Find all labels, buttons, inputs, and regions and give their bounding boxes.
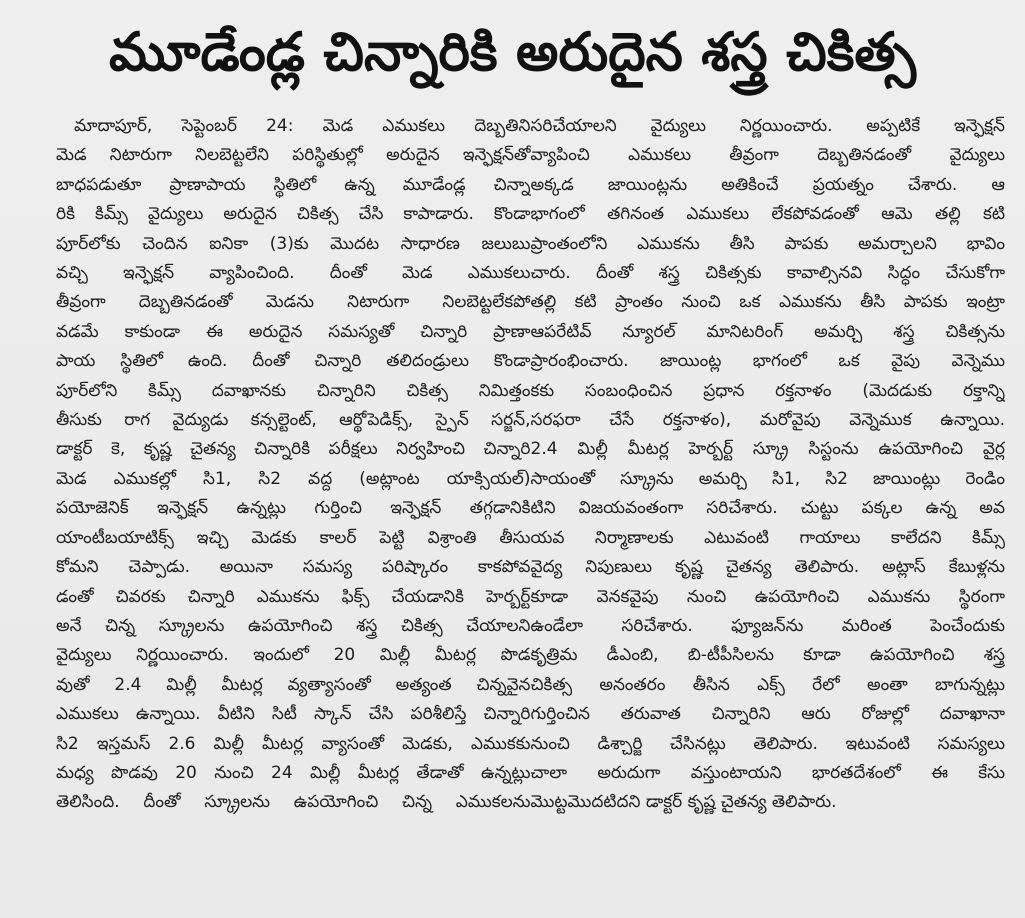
article-body <box>14 112 1011 818</box>
article-line: సరిచేయాలని వైద్యులు నిర్ణయించారు. అప్పటికే ఇన్ఫెక్షన్ <box>530 116 1005 136</box>
article-line: రికి కిమ్స్ వైద్యులు అరుదైన చికిత్స చేసి కాపాడారు. కొండా <box>56 204 531 225</box>
article-line: పయోజెనిక్ ఇన్ఫెక్షన్ ఉన్నట్లు గుర్తించి ఇన్ఫెక్షన్ తగ్గడానికి <box>56 498 531 519</box>
article-line: డాక్టర్ కె, కృష్ణ చైతన్య చిన్నారికి పరీక్షలు నిర్వహించి చిన్నారి <box>56 439 531 460</box>
article-line: ఆపరేటివ్ న్యూరల్ మానిటరింగ్ అమర్చి శస్త్ర చికిత్సను <box>530 321 1005 342</box>
article-line: వైద్యులు నిర్ణయించారు. ఇందులో 20 మిల్లీ మీటర్ల పొడ <box>56 645 531 666</box>
article-line: కోమని చెప్పాడు. అయినా సమస్య పరిష్కారం కాకపోవ <box>56 557 531 578</box>
article-line: సి2 ఇస్తమస్ 2.6 మిల్లీ మీటర్ల వ్యాసంతో మెడకు, ఎముకకు <box>56 733 531 754</box>
article-line: మెడ ఎముకల్లో సి1, సి2 వద్ద (అట్లాంట యాక్సియల్) <box>56 468 531 489</box>
article-line: గుర్తించిన తరువాత చిన్నారిని ఆరు రోజుల్లో దవాఖానా <box>530 704 1005 725</box>
article-column-left <box>56 112 531 818</box>
article-line: మొట్టమొదటిదని డాక్టర్ కృష్ణ చైతన్య తెలిపారు. <box>530 792 837 813</box>
article-line: తీవ్రంగా దెబ్బతినడంతో మెడను నిటారుగా నిలబెట్టలేకపో <box>56 292 531 313</box>
article-line: పాయ స్థితిలో ఉంది. దీంతో చిన్నారి తలిదండ్రులు కొండా <box>56 351 531 372</box>
article-line: చారు. దీంతో శస్త్ర చికిత్సకు కావాల్సినవి సిద్ధం చేసుకోగా <box>530 263 1005 284</box>
article-line: భాగంలో తగినంత ఎముకలు లేకపోవడంతో ఆమె తల్లి కటి <box>530 204 1005 225</box>
article-line: బాధపడుతూ ప్రాణాపాయ స్థితిలో ఉన్న మూడేండ్ల చిన్నా <box>56 174 531 195</box>
article-line: వచ్చి ఇన్ఫెక్షన్ వ్యాపించింది. దీంతో మెడ ఎముకలు <box>56 263 531 284</box>
article-line: టిని విజయవంతంగా సరిచేశారు. చుట్టు పక్కల ఉన్న అవ <box>530 498 1005 519</box>
article-line: ప్రాంతంలోని ఎముకను తీసి పాపకు అమర్చాలని భావిం <box>530 233 1005 254</box>
article-line: చికిత్స అనంతరం తీసిన ఎక్స్ రేలో అంతా బాగున్నట్లు <box>530 674 1005 695</box>
article-line: వైద్య నిపుణులు కృష్ణ చైతన్య తెలిపారు. అట్లాస్ కేబుళ్లను <box>530 557 1005 578</box>
article-line: మెడ నిటారుగా నిలబెట్టలేని పరిస్థితుల్లో అరుదైన ఇన్ఫెక్షన్‌తో <box>56 145 531 166</box>
article-line: సాయంతో స్క్రూను అమర్చి సి1, సి2 జాయింట్లు రెండిం <box>530 468 1005 489</box>
article-line: తెలిసింది. దీంతో స్క్రూలను ఉపయోగించి చిన్న ఎముకలను <box>56 792 531 813</box>
article-line: సరఫరా చేసే రక్తనాళం), మరోవైపు వెన్నెముక ఉన్నాయి. <box>530 410 1005 431</box>
article-line: ఎముకలు ఉన్నాయి. వీటిని సిటీ స్కాన్ చేసి పరిశీలిస్తే చిన్నారి <box>56 704 531 725</box>
article-line: పూర్‌లోని కిమ్స్ దవాఖానకు చిన్నారిని చికిత్స నిమిత్తం <box>56 380 531 401</box>
article-line: తల్లి కటి ప్రాంతం నుంచి ఒక ఎముకను తీసి పాపకు ఇంట్రా <box>530 292 1005 313</box>
article-line: అనే చిన్న స్క్రూలను ఉపయోగించి శస్త్ర చికిత్స చేయాలని <box>56 615 531 636</box>
article-line: వ్యాపించి ఎముకలు తీవ్రంగా దెబ్బతినడంతో వైద్యులు <box>530 145 1005 166</box>
article-line: అక్కడ జాయింట్లను అతికించే ప్రయత్నం చేశారు. ఆ <box>530 174 1005 195</box>
article-line: యాంటీబయాటిక్స్ ఇచ్చి మెడకు కాలర్ పెట్టి విశ్రాంతి తీసు <box>56 527 531 548</box>
article-line: నుంచి డిశ్చార్జి చేసినట్లు తెలిపారు. ఇటువంటి సమస్యలు <box>530 733 1005 754</box>
article-line: మధ్య పొడవు 20 నుంచి 24 మిల్లీ మీటర్ల తేడాతో ఉన్నట్లు <box>56 762 531 783</box>
article-line: మాదాపూర్, సెప్టెంబర్ 24: మెడ ఎముకలు దెబ్బతిని <box>74 116 531 136</box>
article-line: యవ నిర్మాణాలకు ఎటువంటి గాయాలు కాలేదని కిమ్స్ <box>530 527 1005 548</box>
article-line: 2.4 మిల్లీ మీటర్ల హెర్బర్ట్ స్క్రూ సిస్టంను ఉపయోగించి వైర్ల <box>530 439 1005 460</box>
article-line: డంతో చివరకు చిన్నారి ఎముకను ఫిక్స్ చేయడానికి హెర్బర్ట్ <box>56 586 531 607</box>
article-line: తీసుకు రాగ వైద్యుడు కన్సల్టెంట్, ఆర్థోపెడిక్స్, స్పైన్ సర్జన్, <box>56 410 531 431</box>
article-column-right <box>531 112 1006 818</box>
article-line: ఉండేలా సరిచేశారు. ఫ్యూజన్‌ను మరింత పెంచేందుకు <box>530 615 1005 636</box>
article-line: వుతో 2.4 మిల్లీ మీటర్ల వ్యత్యాసంతో అత్యంత చిన్నవైన <box>56 674 531 695</box>
article-line: చాలా అరుదుగా వస్తుంటాయని భారతదేశంలో ఈ కేసు <box>530 762 1005 783</box>
article-line: ప్రారంభించారు. జాయింట్ల భాగంలో ఒక వైపు వెన్నెము <box>530 351 1005 372</box>
article-line: పూర్‌లోకు చెందిన ఐనికా (3)కు మొదట సాధారణ జలుబు <box>56 233 531 254</box>
article-line: కృత్రిమ డీఎంబి, బి-టీపీసిలను కూడా ఉపయోగించి శస్త్ర <box>530 645 1005 666</box>
article-line: వడమే కాకుండా ఈ అరుదైన సమస్యతో చిన్నారి ప్రాణా <box>56 321 531 342</box>
article-line: కకు సంబంధించిన ప్రధాన రక్తనాళం (మెదడుకు రక్తాన్ని <box>530 380 1005 401</box>
article-line: కూడా వెనకవైపు నుంచి ఉపయోగించి ఎముకను స్థిరంగా <box>530 586 1005 607</box>
article-headline: మూడేండ్ల చిన్నారికి అరుదైన శస్త్ర చికిత్స <box>108 22 916 83</box>
